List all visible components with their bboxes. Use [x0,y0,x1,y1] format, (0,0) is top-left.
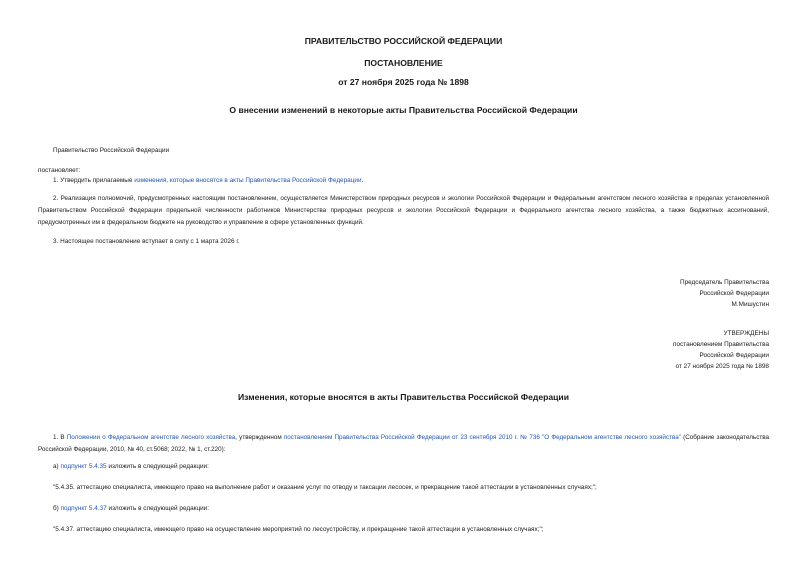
paragraph-1-suffix: . [361,177,364,184]
subitem-a [53,463,209,470]
signature-country: Российской Федерации [699,290,769,297]
paragraph-1 [53,177,363,184]
approval-by: постановлением Правительства [673,341,769,348]
paragraph-3: 3. Настоящее постановление вступает в силу с 1 марта 2026 г. [53,238,240,245]
header-date-number: от 27 ноября 2025 года № 1898 [338,77,469,87]
subitem-b [53,505,209,512]
decrees-line: постановляет: [38,167,81,174]
paragraph-1-prefix: 1. Утвердить прилагаемые [53,177,135,184]
signature-position: Председатель Правительства [680,279,769,286]
subitem-a-suffix: изложить в следующей редакции: [106,463,209,470]
link-resolution-736[interactable]: постановлением Правительства Российской Федерации от 23 сентября 2010 г. № 736 "О Федеральном агентстве лесного хозяйства" [283,434,681,441]
header-resolution: ПОСТАНОВЛЕНИЕ [364,58,443,68]
changes-item-1 [38,432,769,456]
link-regulation[interactable]: Положении о Федеральном агентстве лесного хозяйства [66,434,236,441]
changes-title: Изменения, которые вносятся в акты Правительства Российской Федерации [237,392,569,402]
approval-country: Российской Федерации [699,352,769,359]
subitem-a-prefix: а) [53,463,61,470]
document-title: О внесении изменений в некоторые акты Правительства Российской Федерации [229,105,578,115]
approval-date: от 27 ноября 2025 года № 1898 [675,363,769,370]
subitem-a-text: "5.4.35. аттестацию специалиста, имеющего право на выполнение работ и оказание услуг по отводу и таксации лесосек, и прекращение такой аттестации в установленных случаях;"; [53,484,597,491]
item-1-suffix: (Собрание законодательства Российской Федерации, 2010, № 40, ст.5068; 2022, № 1, ст.220): [38,434,770,453]
link-subpoint-5-4-37[interactable]: подпункт 5.4.37 [60,505,107,512]
approval-title: УТВЕРЖДЕНЫ [723,330,769,337]
link-subpoint-5-4-35[interactable]: подпункт 5.4.35 [60,463,107,470]
paragraph-2: 2. Реализация полномочий, предусмотренных настоящим постановлением, осуществляется Министерством природных ресурсов и экологии Российской Федерации и Федеральным агентством лесного хозяйства в пределах установленной Правительством Российской Федерации предельной численности работников Министерства природных ресурсов и экологии Российской Федерации и Федерального агентства лесного хозяйства, а также бюджетных ассигнований, предусмотренных им в федеральном бюджете на руководство и управление в сфере установленных функций. [38,195,769,226]
item-1-mid: , утвержденном [235,434,284,441]
subitem-b-text: "5.4.37. аттестацию специалиста, имеющего право на осуществление мероприятий по лесоустройству, и прекращение такой аттестации в установленных случаях;"; [53,526,544,533]
subitem-b-prefix: б) [53,505,61,512]
subitem-b-suffix: изложить в следующей редакции: [106,505,210,512]
government-line: Правительство Российской Федерации [53,147,170,154]
signature-name: М.Мишустин [731,301,769,308]
header-government: ПРАВИТЕЛЬСТВО РОССИЙСКОЙ ФЕДЕРАЦИИ [304,36,503,46]
item-1-prefix: 1. В [53,434,67,441]
link-changes[interactable]: изменения, которые вносятся в акты Правительства Российской Федерации [134,177,362,184]
